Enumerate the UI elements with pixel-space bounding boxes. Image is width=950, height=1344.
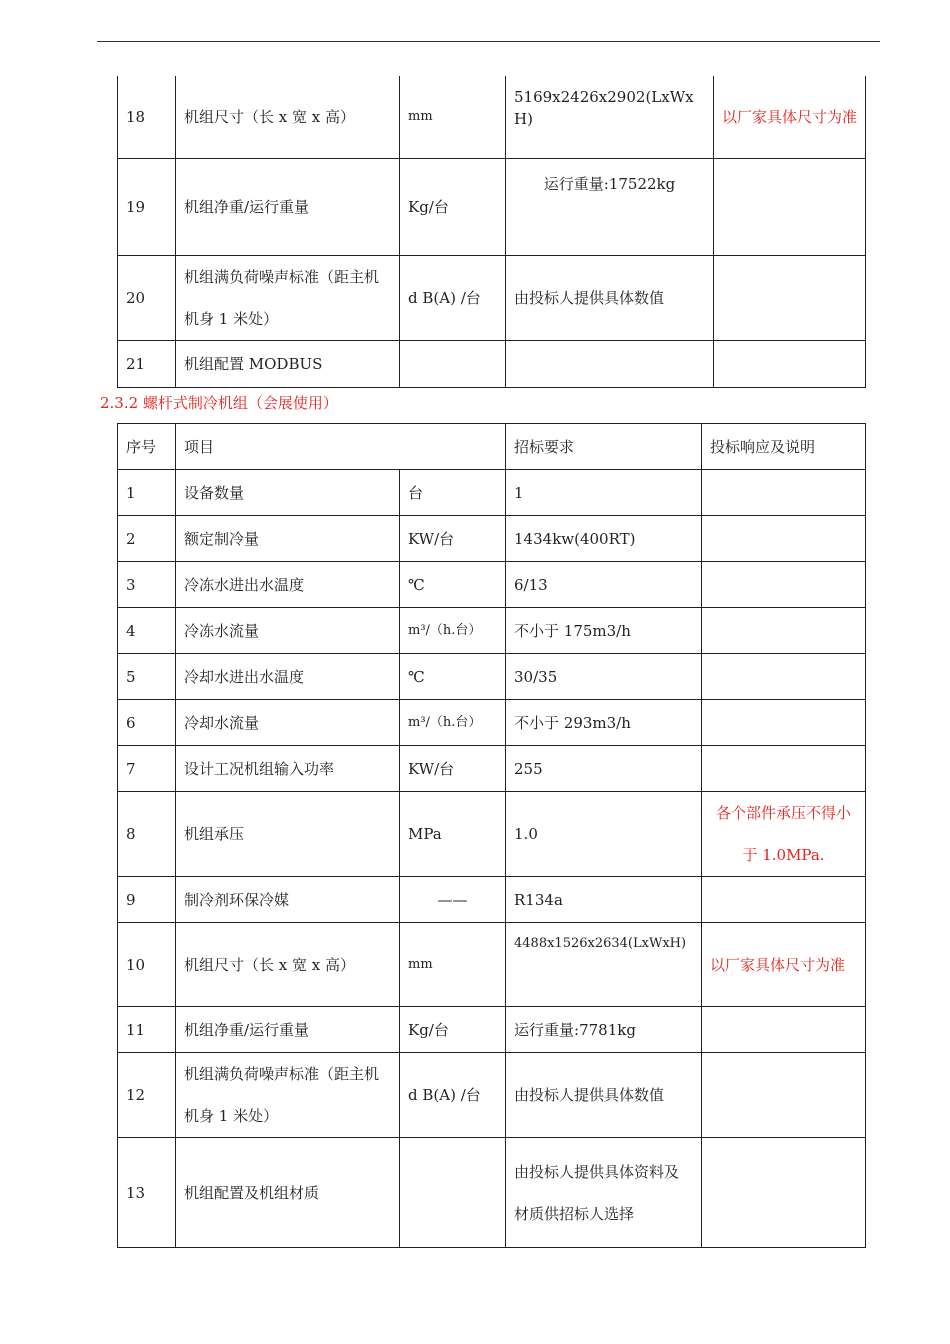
row-item: 机组尺寸（长 x 宽 x 高） [176,923,400,1007]
row-item: 机组尺寸（长 x 宽 x 高） [176,76,400,158]
row-unit: —— [400,877,506,923]
row-no: 4 [118,608,176,654]
row-requirement: 运行重量:7781kg [506,1007,702,1053]
row-item: 机组满负荷噪声标准（距主机机身 1 米处） [176,1053,400,1138]
header-item: 项目 [176,424,506,470]
row-unit: m³/（h.台） [400,608,506,654]
row-unit: d B(A) /台 [400,1053,506,1138]
row-item: 机组配置 MODBUS [176,340,400,387]
table-row [118,792,866,877]
row-response [702,516,866,562]
row-requirement: 1434kw(400RT) [506,516,702,562]
table-row [118,562,866,608]
row-unit: Kg/台 [400,1007,506,1053]
row-no: 5 [118,654,176,700]
header-response: 投标响应及说明 [702,424,866,470]
row-response [714,255,866,340]
row-item: 机组净重/运行重量 [176,1007,400,1053]
row-item: 机组承压 [176,792,400,877]
row-no: 6 [118,700,176,746]
row-response [714,158,866,255]
row-no: 3 [118,562,176,608]
row-requirement: 由投标人提供具体资料及材质供招标人选择 [506,1138,702,1248]
row-no: 13 [118,1138,176,1248]
row-unit: 台 [400,470,506,516]
table-row [118,1053,866,1138]
row-response: 以厂家具体尺寸为准 [714,76,866,158]
row-unit: mm [400,76,506,158]
row-item: 机组配置及机组材质 [176,1138,400,1248]
row-response: 各个部件承压不得小于 1.0MPa. [702,792,866,877]
table-row [118,923,866,1007]
table-row [118,340,866,387]
row-response [702,877,866,923]
row-item: 设备数量 [176,470,400,516]
table-header-row [118,424,866,470]
row-no: 2 [118,516,176,562]
row-item: 冷冻水流量 [176,608,400,654]
table-row [118,255,866,340]
row-requirement: 由投标人提供具体数值 [506,255,714,340]
row-requirement: 4488x1526x2634(LxWxH) [506,923,702,1007]
table-row [118,877,866,923]
row-no: 18 [118,76,176,158]
row-requirement: 6/13 [506,562,702,608]
row-no: 12 [118,1053,176,1138]
row-unit: KW/台 [400,516,506,562]
row-unit [400,1138,506,1248]
row-no: 20 [118,255,176,340]
row-item: 冷却水进出水温度 [176,654,400,700]
row-no: 1 [118,470,176,516]
table-row [118,76,866,158]
row-response [702,562,866,608]
row-response: 以厂家具体尺寸为准 [702,923,866,1007]
row-no: 9 [118,877,176,923]
section-title: 2.3.2 螺杆式制冷机组（会展使用） [100,394,338,412]
row-unit: ℃ [400,562,506,608]
table-row [118,608,866,654]
table-row [118,1007,866,1053]
row-unit: d B(A) /台 [400,255,506,340]
row-unit: Kg/台 [400,158,506,255]
row-requirement: 1.0 [506,792,702,877]
row-response [702,746,866,792]
header-rule [97,41,880,42]
row-unit: ℃ [400,654,506,700]
row-requirement: 5169x2426x2902(LxWxH) [506,76,714,158]
row-unit: mm [400,923,506,1007]
row-response [714,340,866,387]
row-requirement: R134a [506,877,702,923]
row-no: 10 [118,923,176,1007]
row-requirement [506,340,714,387]
row-requirement: 不小于 175m3/h [506,608,702,654]
spec-table-continued [117,76,866,388]
row-item: 制冷剂环保冷媒 [176,877,400,923]
row-unit: KW/台 [400,746,506,792]
row-unit: m³/（h.台） [400,700,506,746]
table-row [118,746,866,792]
row-requirement: 运行重量:17522kg [506,158,714,255]
table-row [118,1138,866,1248]
row-requirement: 30/35 [506,654,702,700]
table-row [118,654,866,700]
row-requirement: 不小于 293m3/h [506,700,702,746]
row-item: 冷冻水进出水温度 [176,562,400,608]
row-requirement: 255 [506,746,702,792]
table-row [118,158,866,255]
row-no: 8 [118,792,176,877]
row-unit: MPa [400,792,506,877]
row-requirement: 1 [506,470,702,516]
table-row [118,516,866,562]
row-item: 设计工况机组输入功率 [176,746,400,792]
row-item: 机组净重/运行重量 [176,158,400,255]
row-no: 19 [118,158,176,255]
row-response [702,470,866,516]
row-item: 额定制冷量 [176,516,400,562]
screw-chiller-spec-table [117,423,866,1248]
table-row [118,700,866,746]
header-no: 序号 [118,424,176,470]
row-no: 11 [118,1007,176,1053]
header-requirement: 招标要求 [506,424,702,470]
row-response [702,608,866,654]
row-response [702,654,866,700]
row-response [702,1138,866,1248]
row-unit [400,340,506,387]
row-item: 冷却水流量 [176,700,400,746]
row-no: 7 [118,746,176,792]
row-response [702,1053,866,1138]
table-row [118,470,866,516]
row-response [702,700,866,746]
row-requirement: 由投标人提供具体数值 [506,1053,702,1138]
row-response [702,1007,866,1053]
row-no: 21 [118,340,176,387]
row-item: 机组满负荷噪声标准（距主机机身 1 米处） [176,255,400,340]
